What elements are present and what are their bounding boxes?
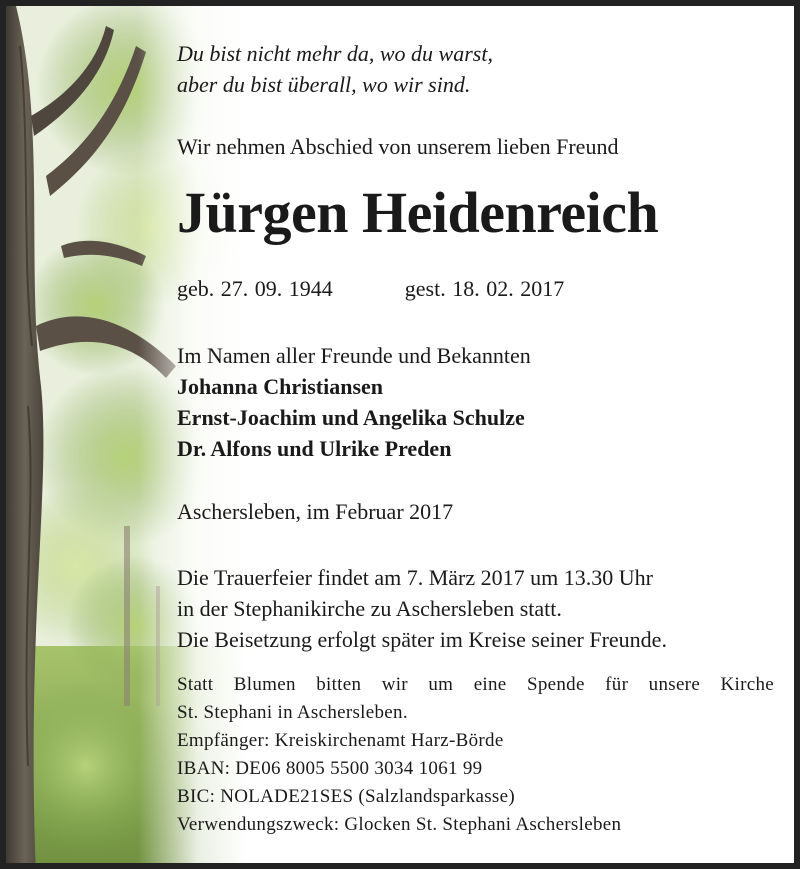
- farewell-intro: Wir nehmen Abschied von unserem lieben Freund: [177, 134, 619, 159]
- death-date: gest. 18. 02. 2017: [404, 276, 565, 301]
- ceremony-line: Die Trauerfeier findet am 7. März 2017 um 13.30 Uhr: [177, 565, 653, 590]
- birth-date: geb. 27. 09. 1944: [177, 276, 333, 301]
- donation-iban: IBAN: DE06 8005 5500 3034 1061 99: [177, 758, 483, 779]
- deceased-name: Jürgen Heidenreich: [177, 180, 659, 245]
- quote-line: aber du bist überall, wo wir sind.: [177, 72, 471, 97]
- mourners-intro: Im Namen aller Freunde und Bekannten: [177, 343, 531, 368]
- mourner-name: Johanna Christiansen: [177, 374, 384, 399]
- mourners-list: [177, 340, 531, 464]
- life-dates: [177, 276, 564, 302]
- donation-recipient: Empfänger: Kreiskirchenamt Harz-Börde: [177, 730, 504, 751]
- donation-line: Statt Blumen bitten wir um eine Spende für unsere Kirche: [177, 674, 774, 695]
- quote-line: Du bist nicht mehr da, wo du warst,: [177, 41, 493, 66]
- donation-purpose: Verwendungszweck: Glocken St. Stephani Aschersleben: [177, 814, 622, 835]
- memorial-quote: [177, 38, 493, 100]
- donation-bic: BIC: NOLADE21SES (Salzlandsparkasse): [177, 786, 515, 807]
- ceremony-line: Die Beisetzung erfolgt später im Kreise seiner Freunde.: [177, 627, 667, 652]
- mourner-name: Dr. Alfons und Ulrike Preden: [177, 436, 452, 461]
- donation-info: [177, 671, 774, 839]
- donation-line: St. Stephani in Aschersleben.: [177, 702, 408, 723]
- ceremony-line: in der Stephanikirche zu Aschersleben statt.: [177, 596, 562, 621]
- place-date: Aschersleben, im Februar 2017: [177, 499, 454, 524]
- mourner-name: Ernst-Joachim und Angelika Schulze: [177, 405, 525, 430]
- ceremony-info: [177, 562, 667, 655]
